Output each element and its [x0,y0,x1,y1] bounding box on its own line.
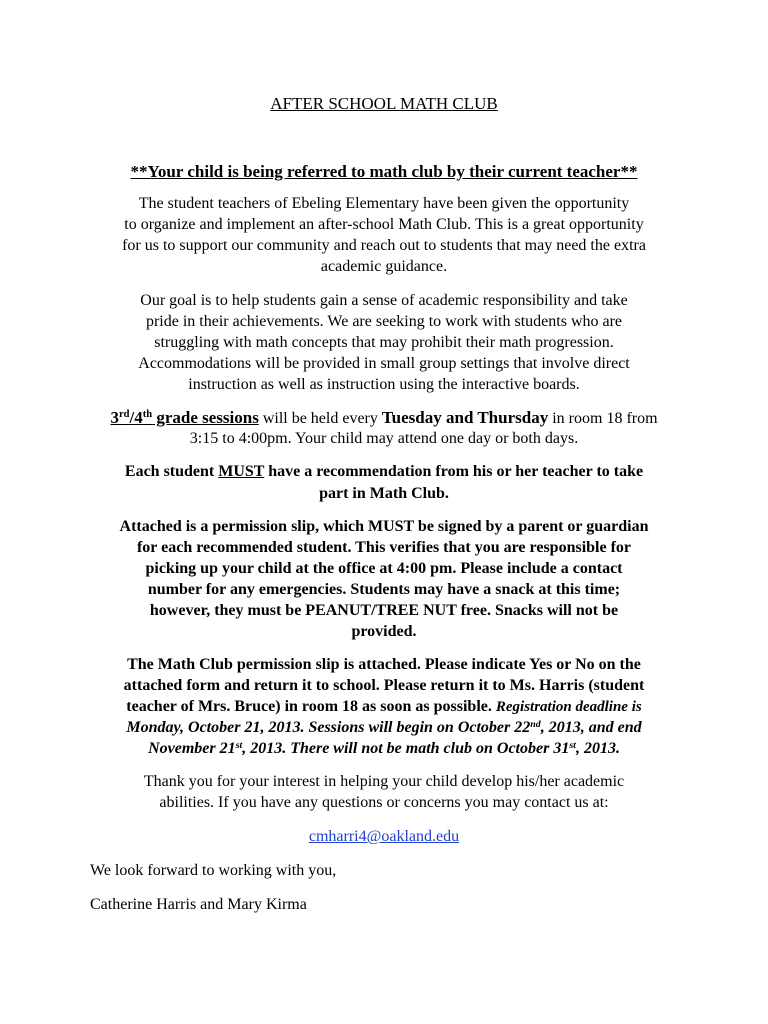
recommendation-line: Each student MUST have a recommendation from his or her teacher to take [124,463,644,480]
intro-line: to organize and implement an after-school Math Club. This is a great opportunity [124,216,644,233]
contact-email-link[interactable]: cmharri4@oakland.edu [308,828,460,845]
slip-line: Monday, October 21, 2013. Sessions will begin on October 22nd, 2013, and end [126,718,642,736]
slip-line: November 21st, 2013. There will not be math club on October 31st, 2013. [148,739,620,757]
grade-sessions-label: 3rd/4th grade sessions [110,408,259,427]
goal-line: instruction as well as instruction using the interactive boards. [188,376,580,393]
permission-line: picking up your child at the office at 4:00 pm. Please include a contact [145,560,623,577]
slip-line: attached form and return it to school. Please return it to Ms. Harris (student [123,677,645,694]
sessions-line: 3rd/4th grade sessions will be held every Tuesday and Thursday in room 18 from [110,408,658,427]
slip-line: teacher of Mrs. Bruce) in room 18 as soon as possible. Registration deadline is [126,698,642,715]
closing-line: We look forward to working with you, [90,862,337,879]
thanks-line: abilities. If you have any questions or concerns you may contact us at: [159,794,609,811]
permission-line: number for any emergencies. Students may have a snack at this time; [147,581,621,598]
must-emphasis: MUST [218,463,265,480]
intro-line: academic guidance. [320,258,448,275]
signature-line: Catherine Harris and Mary Kirma [90,896,307,913]
slip-line: The Math Club permission slip is attached. Please indicate Yes or No on the [127,656,641,673]
recommendation-line: part in Math Club. [319,485,449,502]
intro-line: The student teachers of Ebeling Elementary have been given the opportunity [138,195,630,212]
permission-line: for each recommended student. This verifies that you are responsible for [136,539,632,556]
goal-line: struggling with math concepts that may prohibit their math progression. [154,334,614,351]
email-row [40,828,728,846]
registration-deadline: Registration deadline is [495,699,642,715]
thanks-line: Thank you for your interest in helping your child develop his/her academic [143,773,625,790]
permission-line: Attached is a permission slip, which MUST be signed by a parent or guardian [119,518,649,535]
intro-line: for us to support our community and reach out to students that may need the extra [122,237,646,254]
document-title: AFTER SCHOOL MATH CLUB [270,94,498,113]
permission-line: however, they must be PEANUT/TREE NUT free. Snacks will not be [149,602,619,619]
goal-line: Our goal is to help students gain a sense of academic responsibility and take [140,292,628,309]
permission-line: provided. [351,623,417,640]
goal-line: Accommodations will be provided in small group settings that involve direct [138,355,630,372]
session-days: Tuesday and Thursday [381,408,549,427]
sessions-line: 3:15 to 4:00pm. Your child may attend one day or both days. [189,430,579,447]
referral-note: **Your child is being referred to math club by their current teacher** [130,162,638,181]
goal-line: pride in their achievements. We are seeking to work with students who are [145,313,623,330]
